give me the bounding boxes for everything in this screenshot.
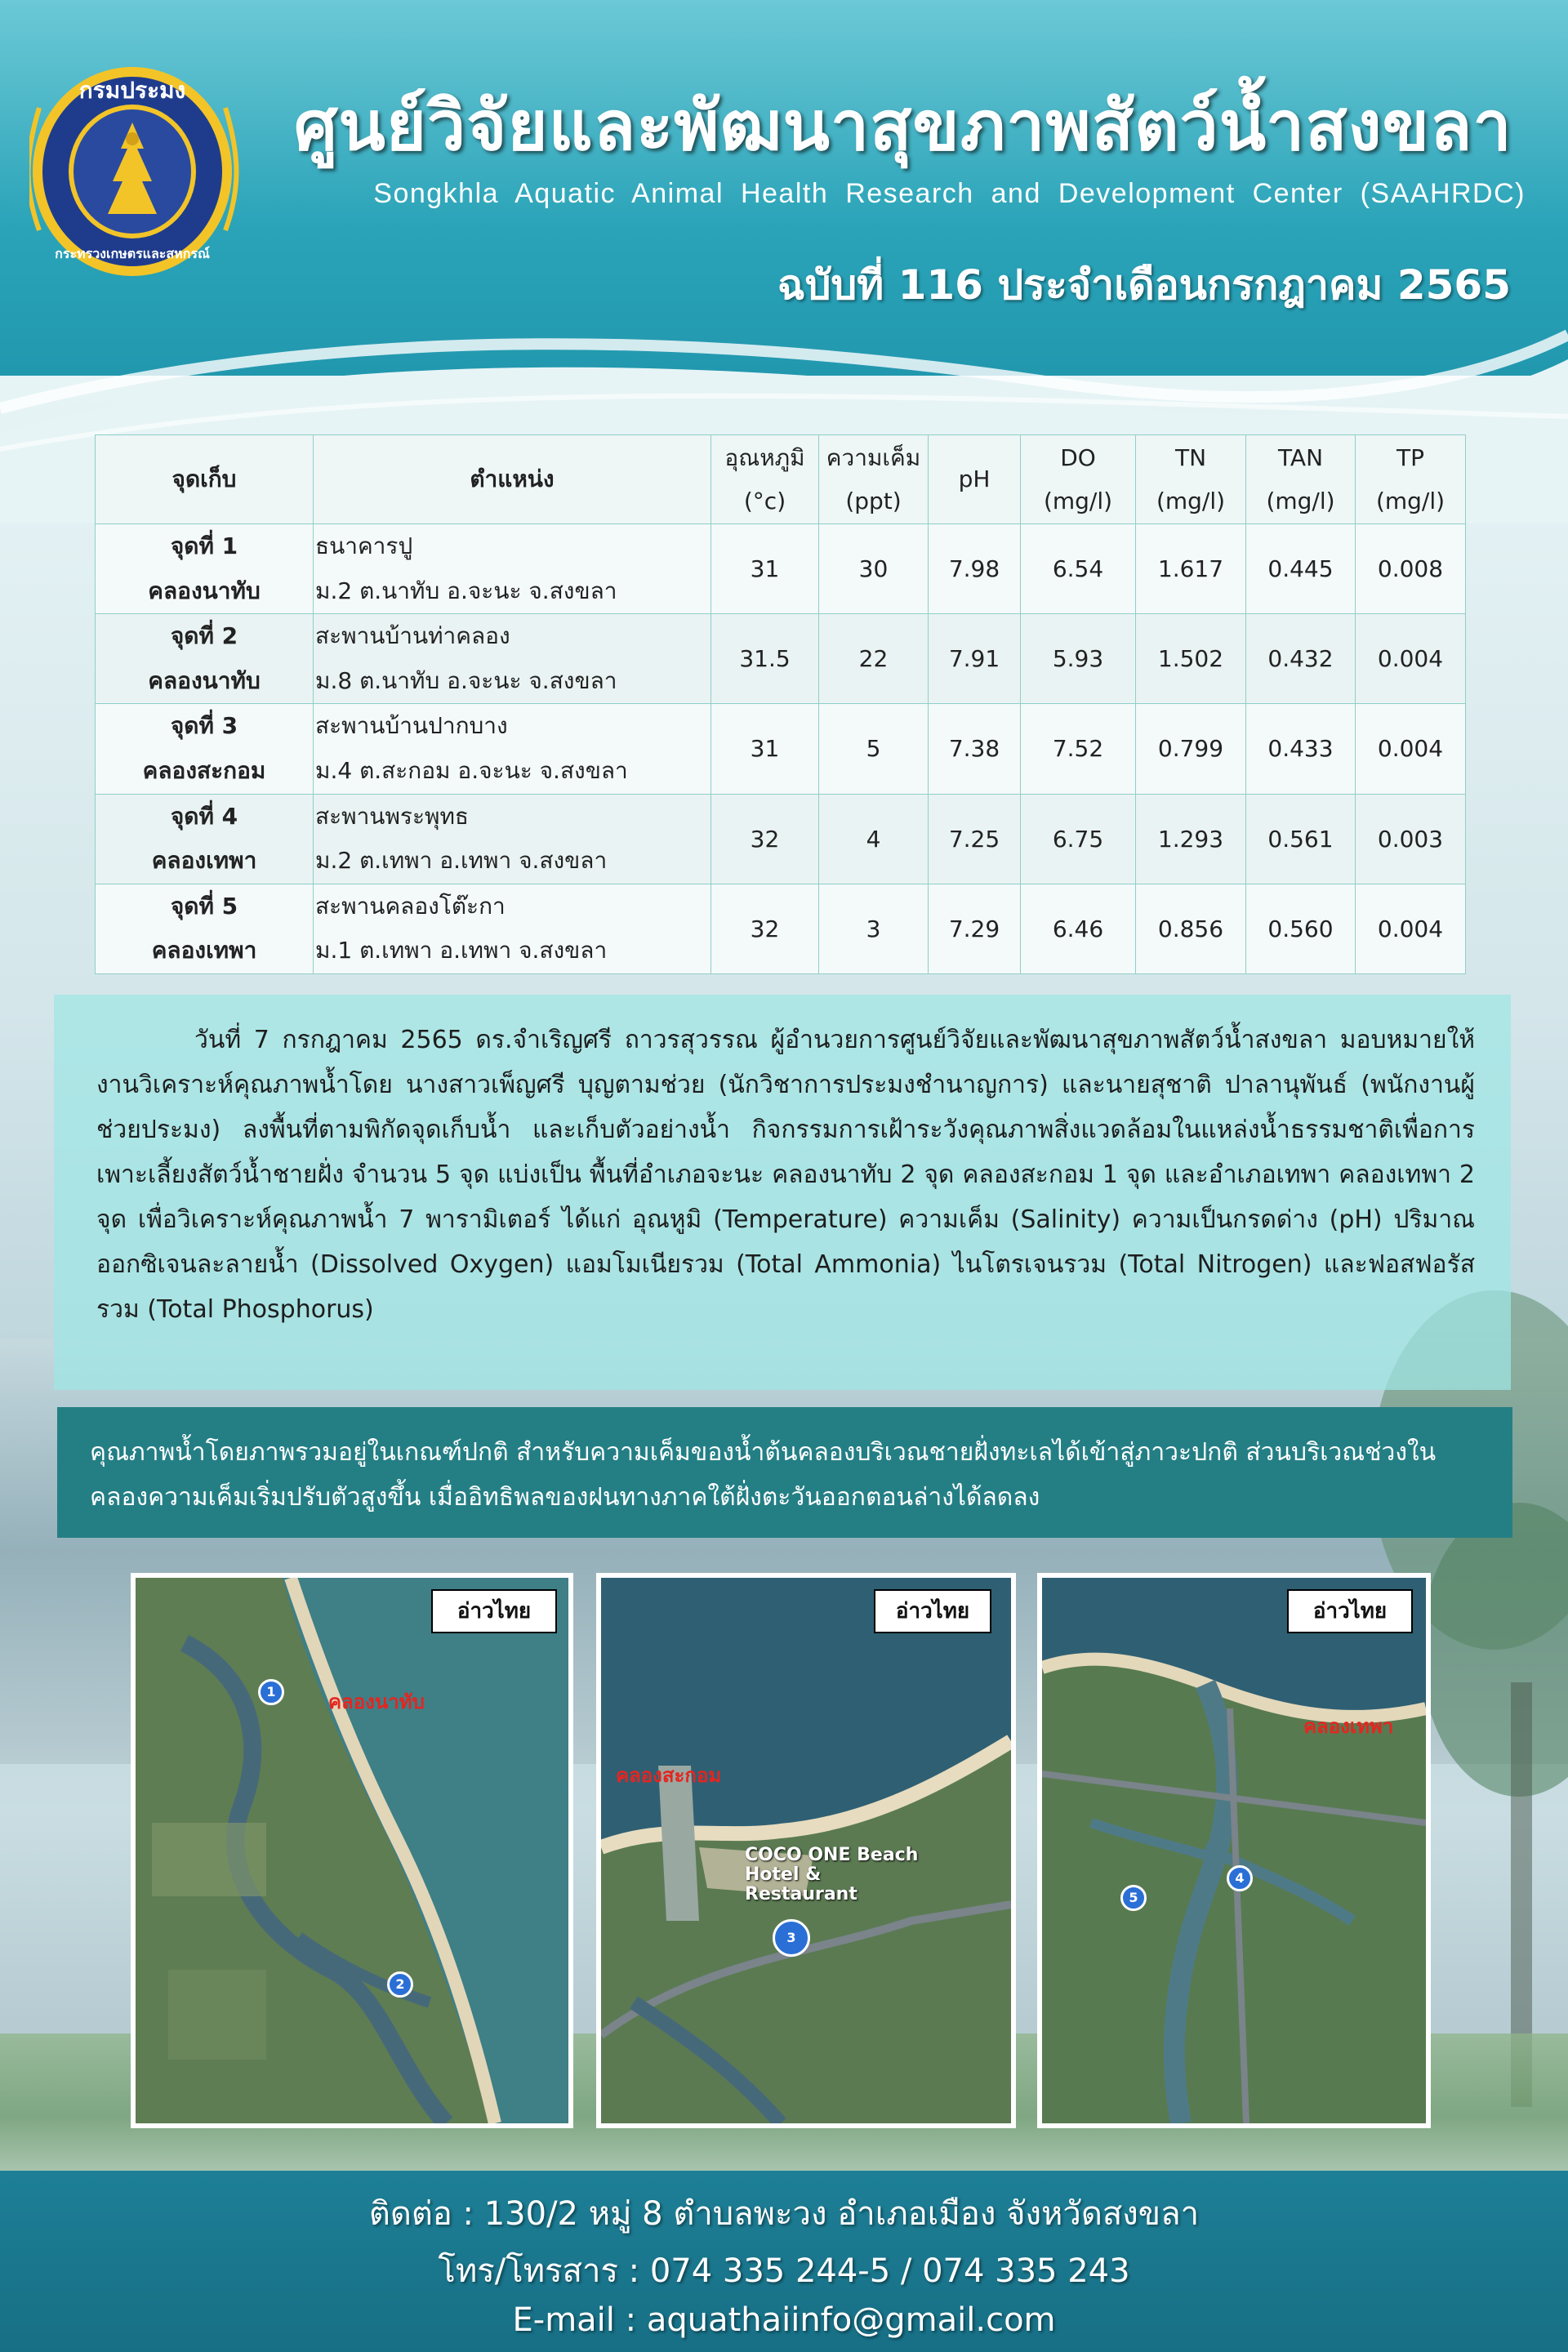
description-text: วันที่ 7 กรกฎาคม 2565 ดร.จำเริญศรี ถาวรสุวรรณ ผู้อำนวยการศูนย์วิจัยและพัฒนาสุขภาพสัตว์น้ำสงขลา มอบหมายให้งานวิเคราะห์คุณภาพน้ำโดย นางสาวเพ็ญศรี บุญตามช่วย (นักวิชาการประมงชำนาญการ) และนายสุชาติ ปาลานุพันธ์ (พนักงานผู้ช่วยประมง) ลงพื้นที่ตามพิกัดจุดเก็บน้ำ และเก็บตัวอย่างน้ำ กิจกรรมการเฝ้าระวังคุณภาพสิ่งแวดล้อมในแหล่งน้ำธรรมชาติเพื่อการเพาะเลี้ยงสัตว์น้ำชายฝั่ง จำนวน 5 จุด แบ่งเป็น พื้นที่อำเภอจะนะ คลองนาทับ 2 จุด คลองสะกอม 1 จุด และอำเภอเทพา คลองเทพา 2 จุด เพื่อวิเคราะห์คุณภาพน้ำ 7 พารามิเตอร์ ได้แก่ อุณหูมิ (Temperature) ความเค็ม (Salinity) ความเป็นกรดด่าง (pH) ปริมาณออกซิเจนละลายน้ำ (Dissolved Oxygen) แอมโมเนียรวม (Total Ammonia) ไนโตรเจนรวม (Total Nitrogen) และฟอสฟอรัสรวม (Total Phosphorus) — [96, 1026, 1475, 1324]
map-pin-5: 5 — [1120, 1885, 1147, 1911]
summary-text: คุณภาพน้ำโดยภาพรวมอยู่ในเกณฑ์ปกติ สำหรับความเค็มของน้ำต้นคลองบริเวณชายฝั่งทะเลได้เข้าสู่ภาวะปกติ ส่วนบริเวณช่วงในคลองความเค็มเริ่มปรับตัวสูงขึ้น เมื่ออิทธิพลของฝนทางภาคใต้ฝั่งตะวันออกตอนล่างได้ลดลง — [90, 1438, 1437, 1512]
cell-salinity: 30 — [819, 524, 929, 614]
center-name-thai: ศูนย์วิจัยและพัฒนาสุขภาพสัตว์น้ำสงขลา — [294, 86, 1512, 166]
cell-tan: 0.433 — [1246, 704, 1356, 794]
cell-tp: 0.003 — [1356, 794, 1466, 884]
cell-salinity: 5 — [819, 704, 929, 794]
center-name-english: Songkhla Aquatic Animal Health Research and Development Center (SAAHRDC) — [373, 178, 1526, 209]
cell-temperature: 32 — [711, 794, 819, 884]
cell-point: จุดที่ 4 คลองเทพา — [96, 794, 314, 884]
cell-ph: 7.29 — [929, 884, 1021, 973]
cell-do: 7.52 — [1021, 704, 1136, 794]
cell-tan: 0.445 — [1246, 524, 1356, 614]
footer-phone: โทร/โทรสาร : 074 335 244-5 / 074 335 243 — [438, 2252, 1130, 2290]
map-pin-4: 4 — [1227, 1865, 1253, 1891]
footer-address: ติดต่อ : 130/2 หมู่ 8 ตำบลพะวง อำเภอเมือง จังหวัดสงขลา — [368, 2195, 1200, 2233]
cell-ph: 7.98 — [929, 524, 1021, 614]
map-thepha-image — [1042, 1578, 1426, 2123]
header-point: จุดเก็บ — [96, 435, 314, 524]
cell-tn: 1.293 — [1136, 794, 1246, 884]
cell-tp: 0.004 — [1356, 614, 1466, 704]
table-row — [96, 704, 1466, 794]
cell-location: ธนาคารปู ม.2 ต.นาทับ อ.จะนะ จ.สงขลา — [314, 524, 711, 614]
header-location: ตำแหน่ง — [314, 435, 711, 524]
map-sakom — [596, 1573, 1016, 2128]
header-tan: TAN (mg/l) — [1246, 435, 1356, 524]
cell-tp: 0.008 — [1356, 524, 1466, 614]
map-label-sakom: คลองสะกอม — [616, 1764, 722, 1787]
cell-temperature: 31 — [711, 524, 819, 614]
cell-do: 6.75 — [1021, 794, 1136, 884]
map-box-gulf: อ่าวไทย — [431, 1589, 557, 1633]
summary-panel — [57, 1407, 1512, 1538]
footer-email: E-mail : aquathaiinfo@gmail.com — [512, 2301, 1056, 2339]
header-temperature: อุณหภูมิ (°c) — [711, 435, 819, 524]
cell-point: จุดที่ 5 คลองเทพา — [96, 884, 314, 973]
cell-point: จุดที่ 1 คลองนาทับ — [96, 524, 314, 614]
map-pin-2: 2 — [387, 1971, 413, 1998]
department-logo — [29, 59, 281, 281]
cell-do: 6.54 — [1021, 524, 1136, 614]
map-thepha — [1037, 1573, 1431, 2128]
cell-temperature: 32 — [711, 884, 819, 973]
cell-ph: 7.25 — [929, 794, 1021, 884]
cell-salinity: 22 — [819, 614, 929, 704]
logo-text-bottom: กระทรวงเกษตรและสหกรณ์ — [55, 246, 210, 261]
cell-tan: 0.561 — [1246, 794, 1356, 884]
cell-ph: 7.38 — [929, 704, 1021, 794]
cell-temperature: 31 — [711, 704, 819, 794]
table-row — [96, 794, 1466, 884]
issue-number: ฉบับที่ 116 ประจำเดือนกรกฎาคม 2565 — [777, 261, 1511, 309]
cell-point: จุดที่ 2 คลองนาทับ — [96, 614, 314, 704]
cell-tn: 1.617 — [1136, 524, 1246, 614]
table-row — [96, 524, 1466, 614]
cell-salinity: 4 — [819, 794, 929, 884]
cell-tn: 0.856 — [1136, 884, 1246, 973]
map-poi-hotel: COCO ONE Beach Hotel & Restaurant — [745, 1845, 919, 1904]
water-quality-table — [95, 434, 1465, 974]
map-natap — [131, 1573, 573, 2128]
table-row — [96, 884, 1466, 973]
logo-text-top: กรมประมง — [78, 77, 186, 104]
cell-temperature: 31.5 — [711, 614, 819, 704]
map-box-gulf: อ่าวไทย — [874, 1589, 991, 1633]
cell-tp: 0.004 — [1356, 884, 1466, 973]
header-ph: pH — [929, 435, 1021, 524]
cell-do: 5.93 — [1021, 614, 1136, 704]
cell-location: สะพานบ้านปากบาง ม.4 ต.สะกอม อ.จะนะ จ.สงขลา — [314, 704, 711, 794]
table-row — [96, 614, 1466, 704]
cell-tn: 1.502 — [1136, 614, 1246, 704]
cell-location: สะพานคลองโต๊ะกา ม.1 ต.เทพา อ.เทพา จ.สงขลา — [314, 884, 711, 973]
cell-location: สะพานบ้านท่าคลอง ม.8 ต.นาทับ อ.จะนะ จ.สงขลา — [314, 614, 711, 704]
table-header-row — [96, 435, 1466, 524]
cell-ph: 7.91 — [929, 614, 1021, 704]
cell-tn: 0.799 — [1136, 704, 1246, 794]
cell-salinity: 3 — [819, 884, 929, 973]
cell-do: 6.46 — [1021, 884, 1136, 973]
cell-tan: 0.432 — [1246, 614, 1356, 704]
cell-tan: 0.560 — [1246, 884, 1356, 973]
map-pin-1: 1 — [258, 1679, 284, 1705]
map-pin-3: 3 — [773, 1919, 810, 1957]
header-salinity: ความเค็ม (ppt) — [819, 435, 929, 524]
map-box-gulf: อ่าวไทย — [1287, 1589, 1413, 1633]
header-tp: TP (mg/l) — [1356, 435, 1466, 524]
header-do: DO (mg/l) — [1021, 435, 1136, 524]
map-label-natap: คลองนาทับ — [328, 1690, 425, 1713]
header-tn: TN (mg/l) — [1136, 435, 1246, 524]
cell-point: จุดที่ 3 คลองสะกอม — [96, 704, 314, 794]
cell-tp: 0.004 — [1356, 704, 1466, 794]
map-natap-image — [136, 1578, 568, 2123]
map-label-thepha: คลองเทพา — [1303, 1715, 1394, 1738]
description-panel — [54, 995, 1511, 1390]
cell-location: สะพานพระพุทธ ม.2 ต.เทพา อ.เทพา จ.สงขลา — [314, 794, 711, 884]
